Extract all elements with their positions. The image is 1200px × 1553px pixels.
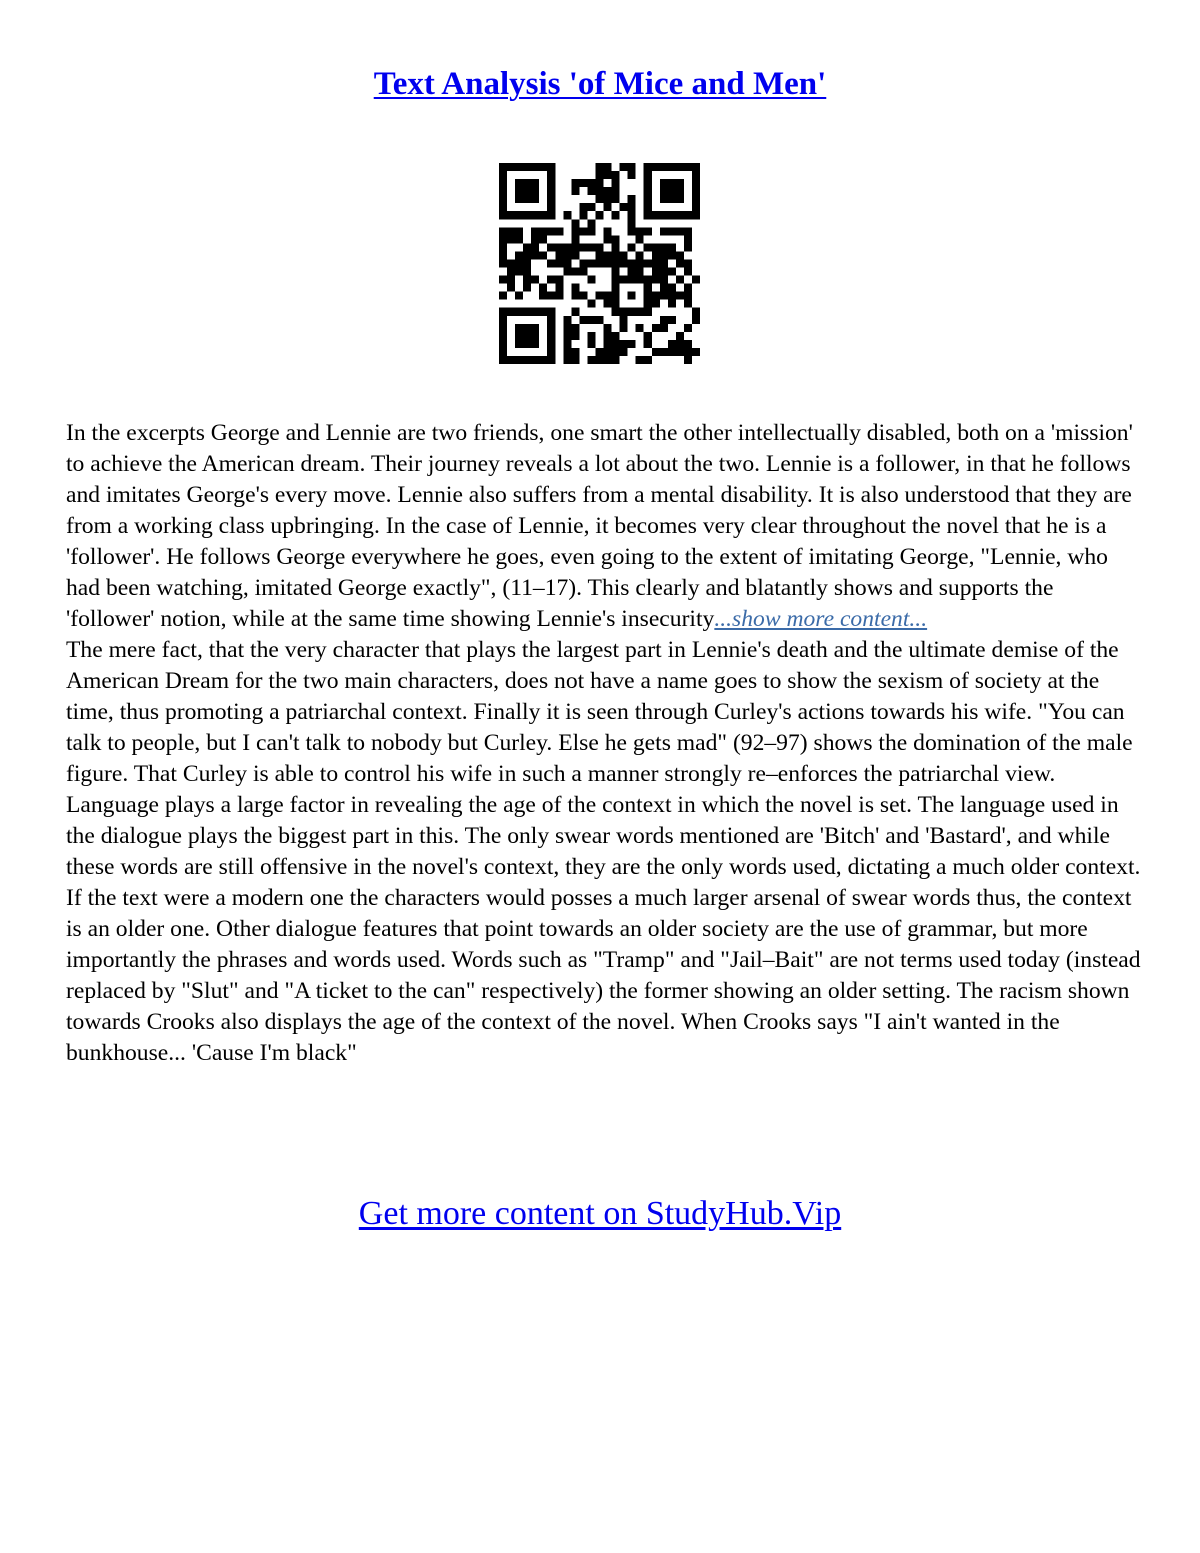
qr-code-graphic xyxy=(499,163,700,364)
article-body xyxy=(66,418,1146,1069)
paragraph-continued: The mere fact, that the very character that plays the largest part in Lennie's death and the ultimate demise of the American Dream for the two main characters, does not have a name goes to show the sexism of society at the time, thus promoting a patriarchal context. Finally it is seen through Curley's actions towards his wife. "You can talk to people, but I can't talk to nobody but Curley. Else he gets mad" (92–97) shows the domination of the male figure. That Curley is able to control his wife in such a manner strongly re–enforces the patriarchal view. Language plays a large factor in revealing the age of the context in which the novel is set. The language used in the dialogue plays the biggest part in this. The only swear words mentioned are 'Bitch' and 'Bastard', and while these words are still offensive in the novel's context, they are the only words used, dictating a much older context. If the text were a modern one the characters would posses a much larger arsenal of swear words thus, the context is an older one. Other dialogue features that point towards an older society are the use of grammar, but more importantly the phrases and words used. Words such as "Tramp" and "Jail–Bait" are not terms used today (instead replaced by "Slut" and "A ticket to the can" respectively) the former showing an older setting. The racism shown towards Crooks also displays the age of the context of the novel. When Crooks says "I ain't wanted in the bunkhouse... 'Cause I'm black" xyxy=(66,637,1141,1066)
paragraph-intro xyxy=(66,418,1146,635)
footer xyxy=(0,1192,1200,1236)
show-more-link[interactable]: ...show more content... xyxy=(714,606,928,632)
paragraph-intro-text: In the excerpts George and Lennie are two friends, one smart the other intellectually disabled, both on a 'mission' to achieve the American dream. Their journey reveals a lot about the two. Lennie is a follower, in that he follows and imitates George's every move. Lennie also suffers from a mental disability. It is also understood that they are from a working class upbringing. In the case of Lennie, it becomes very clear throughout the novel that he is a 'follower'. He follows George everywhere he goes, even going to the extent of imitating George, "Lennie, who had been watching, imitated George exactly", (11–17). This clearly and blatantly shows and supports the 'follower' notion, while at the same time showing Lennie's insecurity xyxy=(66,420,1133,632)
get-more-content-link[interactable]: Get more content on StudyHub.Vip xyxy=(358,1195,842,1232)
page-title xyxy=(0,62,1200,106)
qr-code-icon xyxy=(499,163,700,364)
title-link[interactable]: Text Analysis 'of Mice and Men' xyxy=(373,66,827,102)
